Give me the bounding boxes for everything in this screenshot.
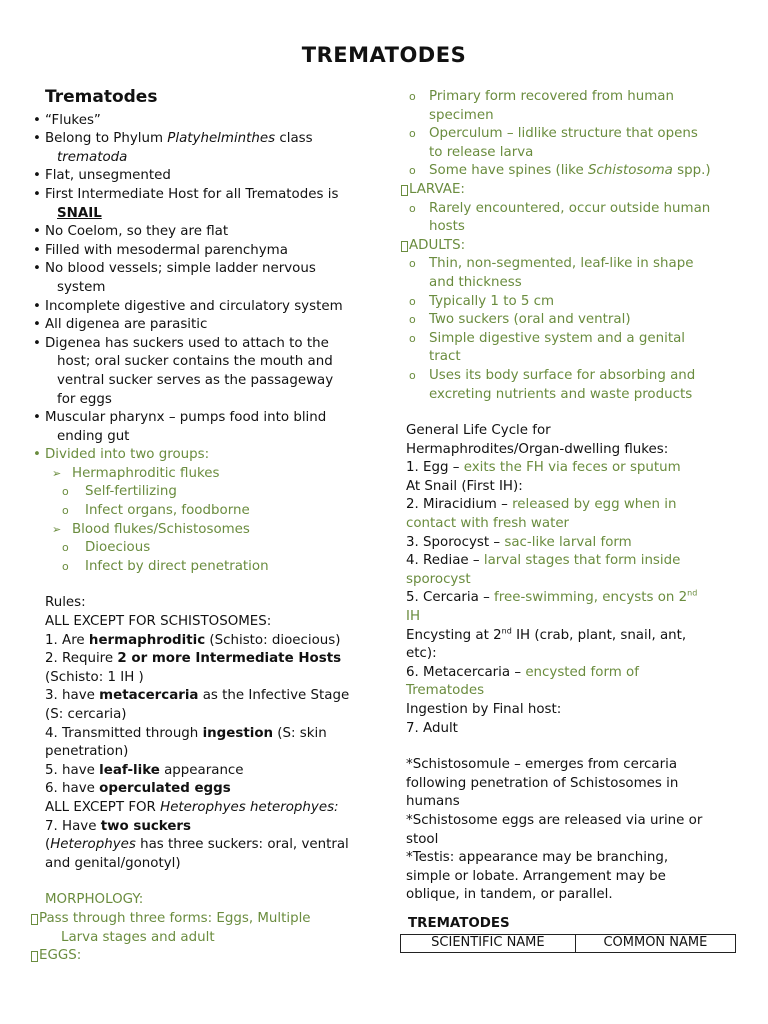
- sub-sub-list-item: o Infect organs, foodborne: [30, 502, 370, 521]
- cycle-line: 2. Miracidium – released by egg when in: [406, 497, 677, 513]
- list-item: • Filled with mesodermal parenchyma: [30, 242, 370, 261]
- list-item: • Muscular pharynx – pumps food into blind ending gut: [30, 409, 370, 446]
- rules-line: 2. Require 2 or more Intermediate Hosts: [45, 651, 342, 667]
- list-item: o Two suckers (oral and ventral): [400, 311, 745, 330]
- list-item: • First Intermediate Host for all Trematodes is SNAIL: [30, 186, 370, 223]
- note-line: *Schistosomule – emerges from cercaria: [406, 757, 678, 773]
- cycle-line: 6. Metacercaria – encysted form of: [406, 664, 639, 680]
- adults-list: [400, 255, 745, 404]
- note-line: following penetration of Schistosomes in: [406, 775, 679, 791]
- list-item: o Simple digestive system and a genital tract: [400, 330, 745, 367]
- rules-line: 4. Transmitted through ingestion (S: skin: [45, 725, 327, 741]
- morphology-label: MORPHOLOGY:: [45, 892, 144, 908]
- sub-sub-list-item: o Infect by direct penetration: [30, 558, 370, 577]
- rules-line: (S: cercaria): [45, 707, 127, 722]
- rules-line: ALL EXCEPT FOR SCHISTOSOMES:: [45, 614, 272, 630]
- trematodes-table: [400, 934, 736, 953]
- page-title: TREMATODES: [301, 43, 467, 67]
- cycle-line: 5. Cercaria – free-swimming, encysts on 2nd: [406, 588, 698, 606]
- rules-block: [30, 594, 370, 873]
- cycle-line: Trematodes: [406, 683, 485, 699]
- notes-block: [400, 756, 745, 905]
- rules-line: (Schisto: 1 IH ): [45, 669, 144, 685]
- rules-line: 3. have metacercaria as the Infective Stage: [45, 688, 350, 704]
- eggs-label: EGGS:: [30, 947, 370, 966]
- bullet-list: [30, 112, 370, 577]
- cycle-line: At Snail (First IH):: [406, 478, 523, 494]
- left-column: [30, 88, 370, 966]
- cycle-line: Ingestion by Final host:: [406, 702, 562, 717]
- cycle-line: General Life Cycle for: [406, 423, 551, 439]
- life-cycle-block: [400, 422, 745, 738]
- list-item: o Primary form recovered from human specimen: [400, 88, 745, 125]
- sub-list-item: ➢ Blood flukes/Schistosomes: [30, 521, 370, 540]
- larvae-list: [400, 200, 745, 237]
- list-item: o Operculum – lidlike structure that opens to release larva: [400, 125, 745, 162]
- rules-line: 5. have leaf-like appearance: [45, 762, 244, 778]
- cycle-line: IH: [406, 609, 421, 625]
- rules-line: 6. have operculated eggs: [45, 781, 231, 797]
- morphology-block: [30, 891, 370, 965]
- list-item: o Uses its body surface for absorbing and excreting nutrients and waste products: [400, 367, 745, 404]
- cycle-line: Hermaphrodites/Organ-dwelling flukes:: [406, 441, 669, 457]
- note-line: humans: [406, 794, 460, 810]
- rules-line: 1. Are hermaphroditic (Schisto: dioecious): [45, 632, 341, 648]
- note-line: stool: [406, 831, 439, 847]
- cycle-line: sporocyst: [406, 571, 471, 587]
- note-line: *Testis: appearance may be branching,: [406, 850, 669, 866]
- cycle-line: 7. Adult: [406, 720, 458, 736]
- larvae-label: LARVAE:: [400, 181, 745, 200]
- note-line: simple or lobate. Arrangement may be: [406, 868, 666, 884]
- right-column: [400, 88, 745, 953]
- list-item: o Typically 1 to 5 cm: [400, 293, 745, 312]
- list-item: • No Coelom, so they are flat: [30, 223, 370, 242]
- morphology-line: Pass through three forms: Eggs, Multiple Larva stages and adult: [30, 910, 370, 947]
- list-item: • “Flukes”: [30, 112, 370, 131]
- rules-line: ALL EXCEPT FOR Heterophyes heterophyes:: [45, 799, 339, 815]
- table-title: TREMATODES: [408, 915, 510, 931]
- list-item: • Belong to Phylum Platyhelminthes class trematoda: [30, 130, 370, 167]
- sub-sub-list-item: o Dioecious: [30, 539, 370, 558]
- list-item: • Incomplete digestive and circulatory system: [30, 298, 370, 317]
- sub-sub-list-item: o Self-fertilizing: [30, 483, 370, 502]
- cycle-line: etc):: [406, 646, 437, 662]
- column-header-common-name: COMMON NAME: [575, 934, 735, 952]
- list-item: o Thin, non-segmented, leaf-like in shape and thickness: [400, 255, 745, 292]
- list-item: • Flat, unsegmented: [30, 167, 370, 186]
- eggs-list: [400, 88, 745, 181]
- cycle-line: 3. Sporocyst – sac-like larval form: [406, 534, 632, 550]
- rules-line: penetration): [45, 744, 129, 760]
- list-item: o Rarely encountered, occur outside human hosts: [400, 200, 745, 237]
- rules-line: and genital/gonotyl): [45, 855, 181, 871]
- sub-list-item: ➢ Hermaphroditic flukes: [30, 465, 370, 484]
- list-item: • No blood vessels; simple ladder nervous system: [30, 260, 370, 297]
- note-line: *Schistosome eggs are released via urine or: [406, 812, 703, 828]
- note-line: oblique, in tandem, or parallel.: [406, 887, 613, 903]
- adults-label: ADULTS:: [400, 237, 745, 256]
- rules-line: 7. Have two suckers: [45, 818, 192, 834]
- list-item: • All digenea are parasitic: [30, 316, 370, 335]
- section-heading: Trematodes: [45, 87, 158, 107]
- cycle-line: 4. Rediae – larval stages that form inside: [406, 553, 681, 569]
- list-item: • Digenea has suckers used to attach to the host; oral sucker contains the mouth and ventral sucker serves as the passageway for eggs: [30, 335, 370, 409]
- rules-label: Rules:: [45, 595, 86, 611]
- list-item: o Some have spines (like Schistosoma spp.): [400, 162, 745, 181]
- column-header-scientific-name: SCIENTIFIC NAME: [401, 934, 576, 952]
- cycle-line: contact with fresh water: [406, 516, 570, 532]
- cycle-line: 1. Egg – exits the FH via feces or sputum: [406, 460, 681, 476]
- table-header-row: [401, 934, 736, 952]
- rules-line: (Heterophyes has three suckers: oral, ventral: [45, 837, 349, 853]
- cycle-line: Encysting at 2nd IH (crab, plant, snail, ant,: [406, 626, 687, 643]
- list-item: • Divided into two groups:: [30, 446, 370, 465]
